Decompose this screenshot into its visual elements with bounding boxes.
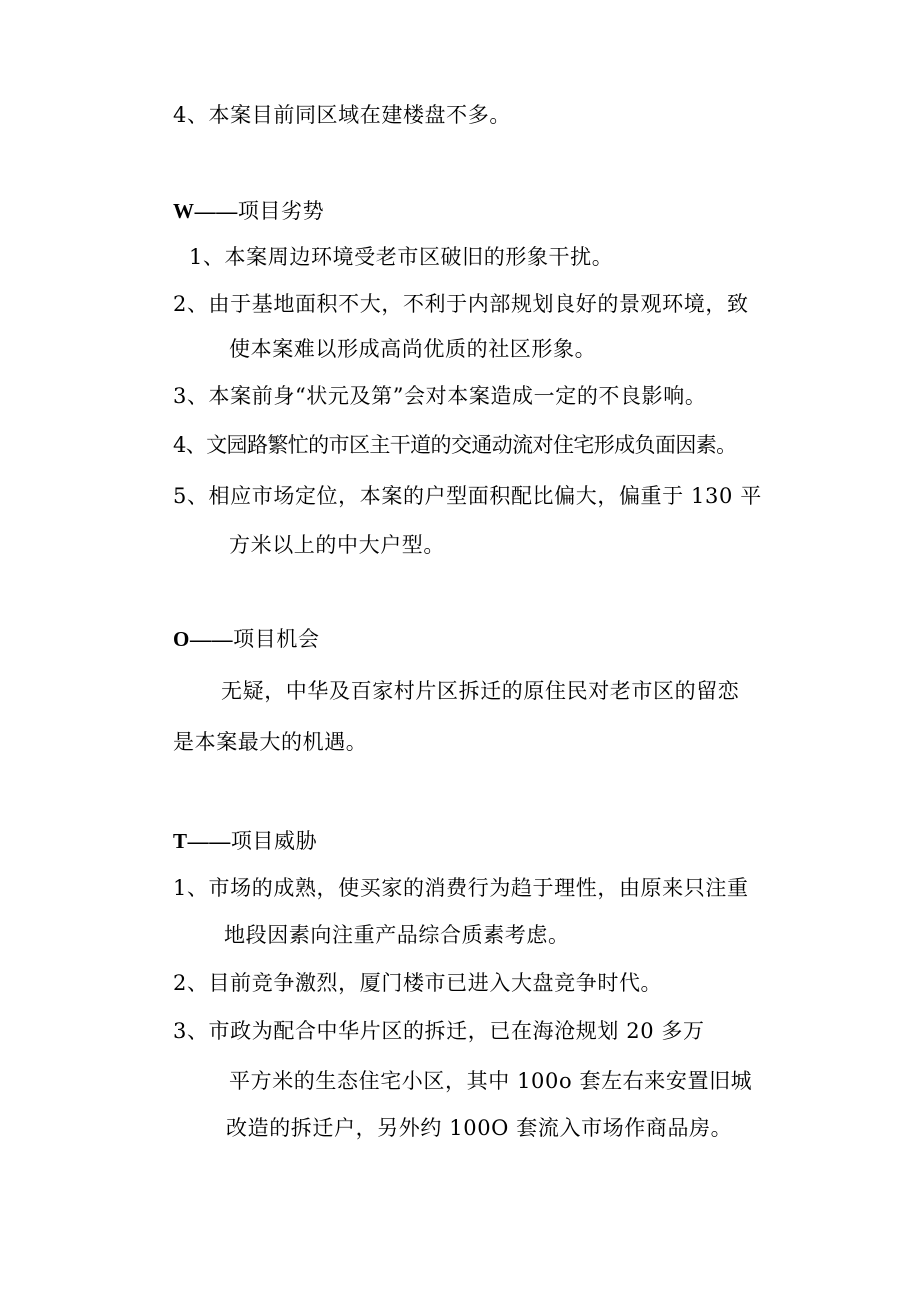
weakness-item-3: 3、本案前身“状元及第”会对本案造成一定的不良影响。 (173, 384, 707, 408)
threat-item-1-line-2: 地段因素向注重产品综合质素考虑。 (224, 923, 570, 947)
threat-item-1-line-1: 1、市场的成熟，使买家的消费行为趋于理性，由原来只注重 (173, 876, 749, 900)
threat-item-2: 2、目前竞争激烈，厦门楼市已进入大盘竞争时代。 (173, 971, 663, 995)
threat-item-3-line-1: 3、市政为配合中华片区的拆迁，已在海沧规划 20 多万 (173, 1019, 705, 1043)
weakness-item-5-line-2: 方米以上的中大户型。 (229, 533, 445, 557)
threat-item-3-line-3: 改造的拆迁户，另外约 100O 套流入市场作商品房。 (226, 1116, 733, 1140)
opportunity-paragraph-line-2: 是本案最大的机遇。 (173, 730, 368, 754)
opportunity-heading-letter: O (173, 627, 190, 651)
opportunity-paragraph-line-1: 无疑，中华及百家村片区拆迁的原住民对老市区的留恋 (221, 679, 740, 703)
weakness-item-2-line-1: 2、由于基地面积不大，不利于内部规划良好的景观环境，致 (173, 292, 749, 316)
threat-heading-dash: —— (187, 829, 231, 853)
weakness-item-4: 4、文园路繁忙的市区主干道的交通动流对住宅形成负面因素。 (173, 433, 737, 457)
weakness-heading-dash: —— (194, 199, 238, 223)
weakness-heading-letter: W (173, 199, 195, 223)
weakness-heading-title: 项目劣势 (237, 199, 325, 223)
threat-heading-letter: T (173, 829, 188, 853)
threat-heading-title: 项目威胁 (230, 829, 318, 853)
threat-item-3-line-2: 平方米的生态住宅小区，其中 100o 套左右来安置旧城 (229, 1069, 753, 1093)
weakness-item-5-line-1: 5、相应市场定位，本案的户型面积配比偏大，偏重于 130 平 (173, 484, 762, 508)
opportunity-heading-title: 项目机会 (233, 627, 320, 651)
opportunity-heading-dash: —— (189, 627, 234, 651)
strength-item-4: 4、本案目前同区域在建楼盘不多。 (173, 103, 511, 127)
weakness-heading (173, 196, 324, 226)
weakness-item-1: 1、本案周边环境受老市区破旧的形象干扰。 (189, 245, 614, 269)
threat-heading (173, 826, 317, 856)
weakness-item-2-line-2: 使本案难以形成高尚优质的社区形象。 (229, 337, 597, 361)
opportunity-heading (173, 624, 320, 654)
